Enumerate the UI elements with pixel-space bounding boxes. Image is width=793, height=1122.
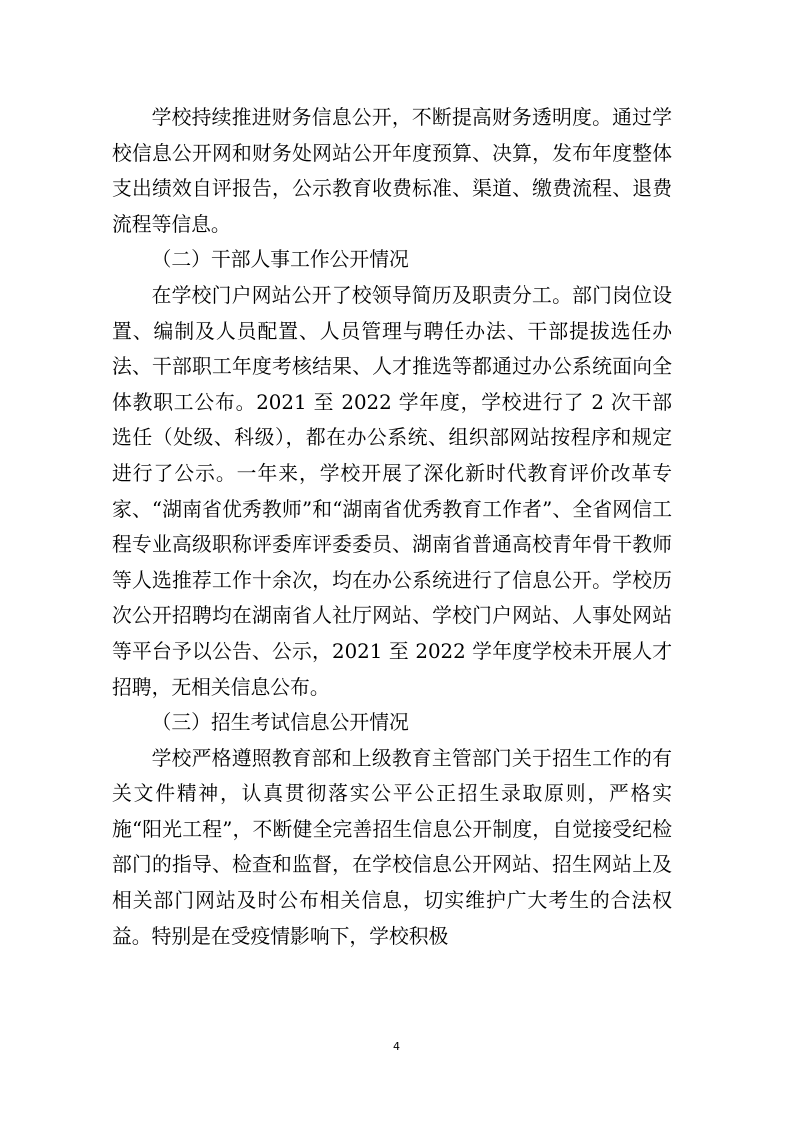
document-body xyxy=(112,100,672,954)
page-number: 4 xyxy=(393,1040,400,1053)
section-heading-personnel: （二）干部人事工作公开情况 xyxy=(151,248,409,272)
section-heading-admissions: （三）招生考试信息公开情况 xyxy=(151,711,409,735)
paragraph-finance: 学校持续推进财务信息公开，不断提高财务透明度。通过学校信息公开网和财务处网站公开年度预算、决算，发布年度整体支出绩效自评报告，公示教育收费标准、渠道、缴费流程、退费流程等信息。 xyxy=(112,106,672,236)
paragraph-personnel: 在学校门户网站公开了校领导简历及职责分工。部门岗位设置、编制及人员配置、人员管理与聘任办法、干部提拔选任办法、干部职工年度考核结果、人才推选等都通过办公系统面向全体教职工公布。2021 至 2022 学年度，学校进行了 2 次干部选任（处级、科级），都在办公系统、组织部网站按程序和规定进行了公示。一年来，学校开展了深化新时代教育评价改革专家、“湖南省优秀教师”和“湖南省优秀教育工作者”、全省网信工程专业高级职称评委库评委委员、湖南省普通高校青年骨干教师等人选推荐工作十余次，均在办公系统进行了信息公开。学校历次公开招聘均在湖南省人社厅网站、学校门户网站、人事处网站等平台予以公告、公示，2021 至 2022 学年度学校未开展人才招聘，无相关信息公布。 xyxy=(112,283,672,699)
paragraph-admissions: 学校严格遵照教育部和上级教育主管部门关于招生工作的有关文件精神，认真贯彻落实公平公正招生录取原则，严格实施“阳光工程”，不断健全完善招生信息公开制度，自觉接受纪检部门的指导、检查和监督，在学校信息公开网站、招生网站上及相关部门网站及时公布相关信息，切实维护广大考生的合法权益。特别是在受疫情影响下，学校积极 xyxy=(112,746,672,948)
